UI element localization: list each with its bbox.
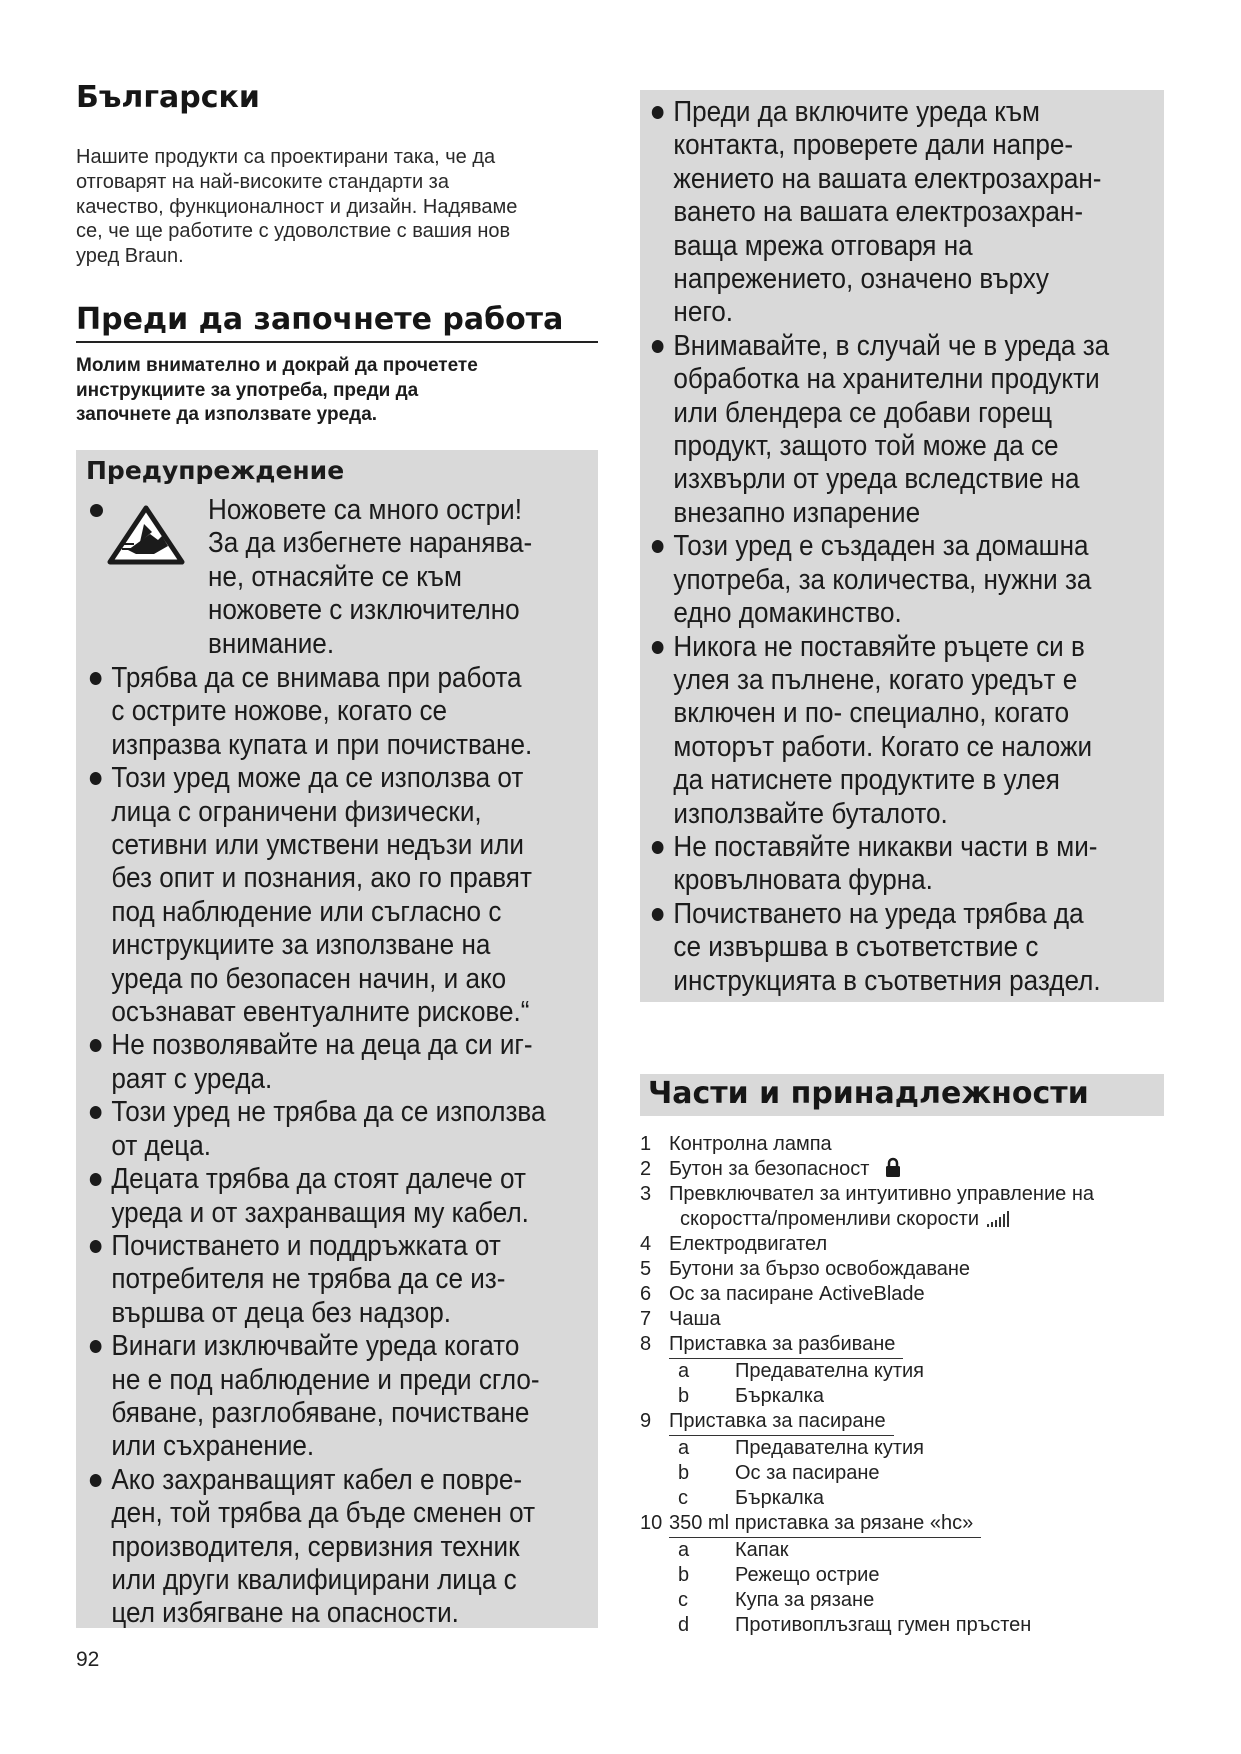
text-line: или блендера се добави горещ: [673, 396, 1053, 429]
part-label: Предавателна кутия: [735, 1437, 924, 1459]
part-label: Чаша: [669, 1308, 721, 1330]
parts-list: [640, 1132, 1164, 1638]
intro-line: Нашите продукти са проектирани така, че да: [76, 146, 496, 168]
text-line: употреба, за количества, нужни за: [673, 563, 1092, 596]
text-line: уреда по безопасен начин, и ако: [111, 962, 507, 995]
part-label: скоростта/променливи скорости: [680, 1208, 979, 1230]
text-line: едно домакинство.: [673, 597, 902, 630]
list-item: [88, 762, 592, 1029]
before-start-paragraph: [76, 354, 598, 428]
part-label: Приставка за пасиране: [669, 1409, 894, 1436]
warning-title: Предупреждение: [86, 456, 345, 485]
text-line: без опит и познания, ако го правят: [111, 862, 532, 895]
list-item: [650, 530, 1163, 630]
text-line: осъзнават евентуалните рискове.“: [111, 996, 530, 1029]
intro-line: качество, функционалност и дизайн. Надяваме: [76, 195, 518, 218]
part-label: 350 ml приставка за рязане «hc»: [669, 1511, 981, 1538]
text-line: ваща мрежа отговаря на: [673, 229, 973, 262]
parts-item: [640, 1563, 1164, 1588]
parts-item: [640, 1207, 1164, 1232]
part-letter: c: [678, 1487, 688, 1509]
text-line: от деца.: [111, 1129, 212, 1162]
part-number: 8: [640, 1333, 652, 1355]
text-line: цел избягване на опасности.: [111, 1597, 459, 1630]
parts-heading: Части и принадлежности: [648, 1076, 1089, 1111]
text-line: напрежението, означено върху: [673, 263, 1049, 296]
intro-line: се, че ще работите с удоволствие с вашия нов: [76, 220, 511, 243]
parts-item: [640, 1282, 1164, 1307]
before-start-heading: Преди да започнете работа: [76, 302, 564, 337]
text-line: вършва от деца без надзор.: [111, 1296, 452, 1329]
list-item: [88, 1464, 592, 1631]
part-label: Електродвигател: [669, 1233, 828, 1255]
heading-divider: [76, 341, 598, 343]
text-line: Преди да включите уреда към: [673, 96, 1040, 128]
text-line: сетивни или умствени недъзи или: [111, 829, 524, 862]
text-line: продукт, защото той може да се: [673, 430, 1059, 463]
text-line: инструкцията в съответния раздел.: [673, 964, 1101, 997]
part-label: Бъркалка: [735, 1385, 825, 1407]
text-line: бяване, разглобяване, почистване: [111, 1396, 530, 1429]
text-line: Този уред е създаден за домашна: [673, 530, 1089, 563]
list-item: [650, 96, 1163, 330]
text-line: изхвърли от уреда вследствие на: [673, 463, 1080, 496]
speed-bars-icon: [979, 1207, 1013, 1232]
text-line: уреда и от захранващия му кабел.: [111, 1196, 529, 1229]
part-letter: d: [678, 1614, 690, 1636]
intro-line: уред Braun.: [76, 245, 184, 268]
part-label: Капак: [735, 1539, 789, 1561]
text-line: не, отнасяйте се към: [208, 560, 462, 593]
intro-paragraph: [76, 145, 596, 269]
part-number: 6: [640, 1283, 652, 1305]
part-label: Купа за рязане: [735, 1589, 875, 1611]
parts-item: [640, 1359, 1164, 1384]
safety-items: [650, 96, 1163, 998]
part-number: 4: [640, 1233, 652, 1255]
part-letter: b: [678, 1385, 690, 1407]
text-line: производителя, сервизния техник: [111, 1530, 520, 1563]
intro-line: отговарят на най-високите стандарти за: [76, 170, 449, 193]
part-label: Превключвател за интуитивно управление на: [669, 1183, 1094, 1205]
parts-item: [640, 1332, 1164, 1359]
text-line: ването на вашата електрозахран-: [673, 196, 1084, 229]
warning-items: [88, 662, 592, 1631]
parts-item: [640, 1613, 1164, 1638]
text-line: раят с уреда.: [111, 1062, 273, 1095]
text-line: Почистването и поддръжката от: [111, 1229, 501, 1262]
text-line: него.: [673, 296, 734, 329]
part-letter: c: [678, 1589, 688, 1611]
list-item: [88, 1230, 592, 1330]
part-number: [640, 1207, 669, 1232]
text-line: Трябва да се внимава при работа: [111, 662, 522, 694]
text-line: ден, той трябва да бъде сменен от: [111, 1497, 536, 1530]
list-item: [88, 662, 592, 762]
sharp-blade-warning-icon: [106, 504, 186, 566]
part-label: Предавателна кутия: [735, 1360, 924, 1382]
text-line: не е под наблюдение и преди сгло-: [111, 1363, 540, 1396]
list-item: [650, 330, 1163, 530]
parts-item: [640, 1157, 1164, 1182]
bullet: [90, 504, 103, 517]
part-letter: a: [678, 1437, 690, 1459]
text-line: Децата трябва да стоят далече от: [111, 1163, 526, 1196]
text-line: инструкциите за използване на: [111, 929, 491, 962]
text-line: Никога не поставяйте ръцете си в: [673, 630, 1085, 663]
parts-item: [640, 1384, 1164, 1409]
list-item: [88, 1096, 592, 1163]
part-number: 10: [640, 1512, 663, 1534]
part-label: Режещо острие: [735, 1564, 880, 1586]
text-line: или други квалифицирани лица с: [111, 1563, 517, 1596]
warning-item-knives: [88, 494, 594, 658]
text-line: изпразва купата и при почистване.: [111, 728, 533, 761]
parts-item: [640, 1588, 1164, 1613]
text-line: Почистването на уреда трябва да: [673, 897, 1084, 930]
text-line: под наблюдение или съгласно с: [111, 895, 502, 928]
list-item: [88, 1029, 592, 1096]
lead-line: Молим внимателно и докрай да прочетете: [76, 355, 478, 376]
lock-icon: [869, 1157, 901, 1182]
part-label: Ос за пасиране: [735, 1462, 880, 1484]
part-number: 2: [640, 1158, 652, 1180]
list-item: [650, 898, 1163, 998]
text-line: Винаги изключвайте уреда когато: [111, 1330, 520, 1363]
part-label: Противоплъзгащ гумен пръстен: [735, 1614, 1032, 1636]
text-line: с острите ножове, когато се: [111, 695, 448, 728]
part-letter: a: [678, 1360, 690, 1382]
text-line: внимание.: [208, 627, 335, 660]
text-line: кровълновата фурна.: [673, 864, 933, 897]
part-label: Бъркалка: [735, 1487, 825, 1509]
text-line: Ако захранващият кабел е повре-: [111, 1463, 523, 1496]
text-line: За да избегнете наранява-: [208, 527, 533, 560]
text-line: Този уред може да се използва от: [111, 762, 524, 795]
text-line: Внимавайте, в случай че в уреда за: [673, 329, 1110, 362]
parts-item: [640, 1307, 1164, 1332]
list-item: [88, 1330, 592, 1464]
part-label: Приставка за разбиване: [669, 1332, 903, 1359]
text-line: обработка на хранителни продукти: [673, 363, 1100, 396]
text-line: потребителя не трябва да се из-: [111, 1263, 506, 1296]
parts-item: [640, 1232, 1164, 1257]
part-label: Контролна лампа: [669, 1133, 832, 1155]
language-title: Български: [76, 80, 260, 115]
lead-line: инструкциите за употреба, преди да: [76, 379, 419, 401]
parts-item: [640, 1511, 1164, 1538]
warning-list: [88, 494, 594, 1631]
warning-item-knives-text: [208, 494, 604, 661]
text-line: внезапно изпарение: [673, 496, 921, 529]
text-line: жението на вашата електрозахран-: [673, 162, 1102, 195]
text-line: моторът работи. Когато се наложи: [673, 730, 1093, 763]
part-number: 7: [640, 1308, 652, 1330]
list-item: [650, 631, 1163, 831]
parts-item: [640, 1132, 1164, 1157]
text-line: включен и по- специално, когато: [673, 697, 1070, 730]
part-label: Бутони за бързо освобождаване: [669, 1258, 971, 1280]
text-line: контакта, проверете дали напре-: [673, 129, 1074, 162]
parts-item: [640, 1538, 1164, 1563]
parts-item: [640, 1486, 1164, 1511]
part-label: Ос за пасиране ActiveBlade: [669, 1283, 925, 1305]
text-line: Не поставяйте никакви части в ми-: [673, 830, 1098, 863]
lead-line: започнете да използвате уреда.: [76, 404, 378, 425]
text-line: използвайте буталото.: [673, 797, 948, 830]
part-number: 9: [640, 1410, 652, 1432]
text-line: лица с ограничени физически,: [111, 795, 482, 828]
part-number: 1: [640, 1133, 652, 1155]
part-letter: b: [678, 1462, 690, 1484]
text-line: се извършва в съответствие с: [673, 931, 1039, 964]
parts-item: [640, 1182, 1164, 1207]
part-number: 3: [640, 1183, 652, 1205]
text-line: улея за пълнене, когато уредът е: [673, 663, 1078, 696]
part-label: Бутон за безопасност: [669, 1158, 870, 1180]
part-number: 5: [640, 1258, 652, 1280]
list-item: [650, 831, 1163, 898]
list-item: [88, 1163, 592, 1230]
parts-item: [640, 1461, 1164, 1486]
text-line: Този уред не трябва да се използва: [111, 1096, 546, 1129]
text-line: или съхранение.: [111, 1430, 315, 1463]
text-line: Ножовете са много остри!: [208, 494, 522, 526]
part-letter: b: [678, 1564, 690, 1586]
parts-item: [640, 1257, 1164, 1282]
page-number: 92: [76, 1648, 100, 1671]
text-line: ножовете с изключително: [208, 594, 520, 627]
parts-item: [640, 1409, 1164, 1436]
text-line: да натиснете продуктите в улея: [673, 764, 1060, 797]
part-letter: a: [678, 1539, 690, 1561]
parts-item: [640, 1436, 1164, 1461]
text-line: Не позволявайте на деца да си иг-: [111, 1029, 533, 1062]
